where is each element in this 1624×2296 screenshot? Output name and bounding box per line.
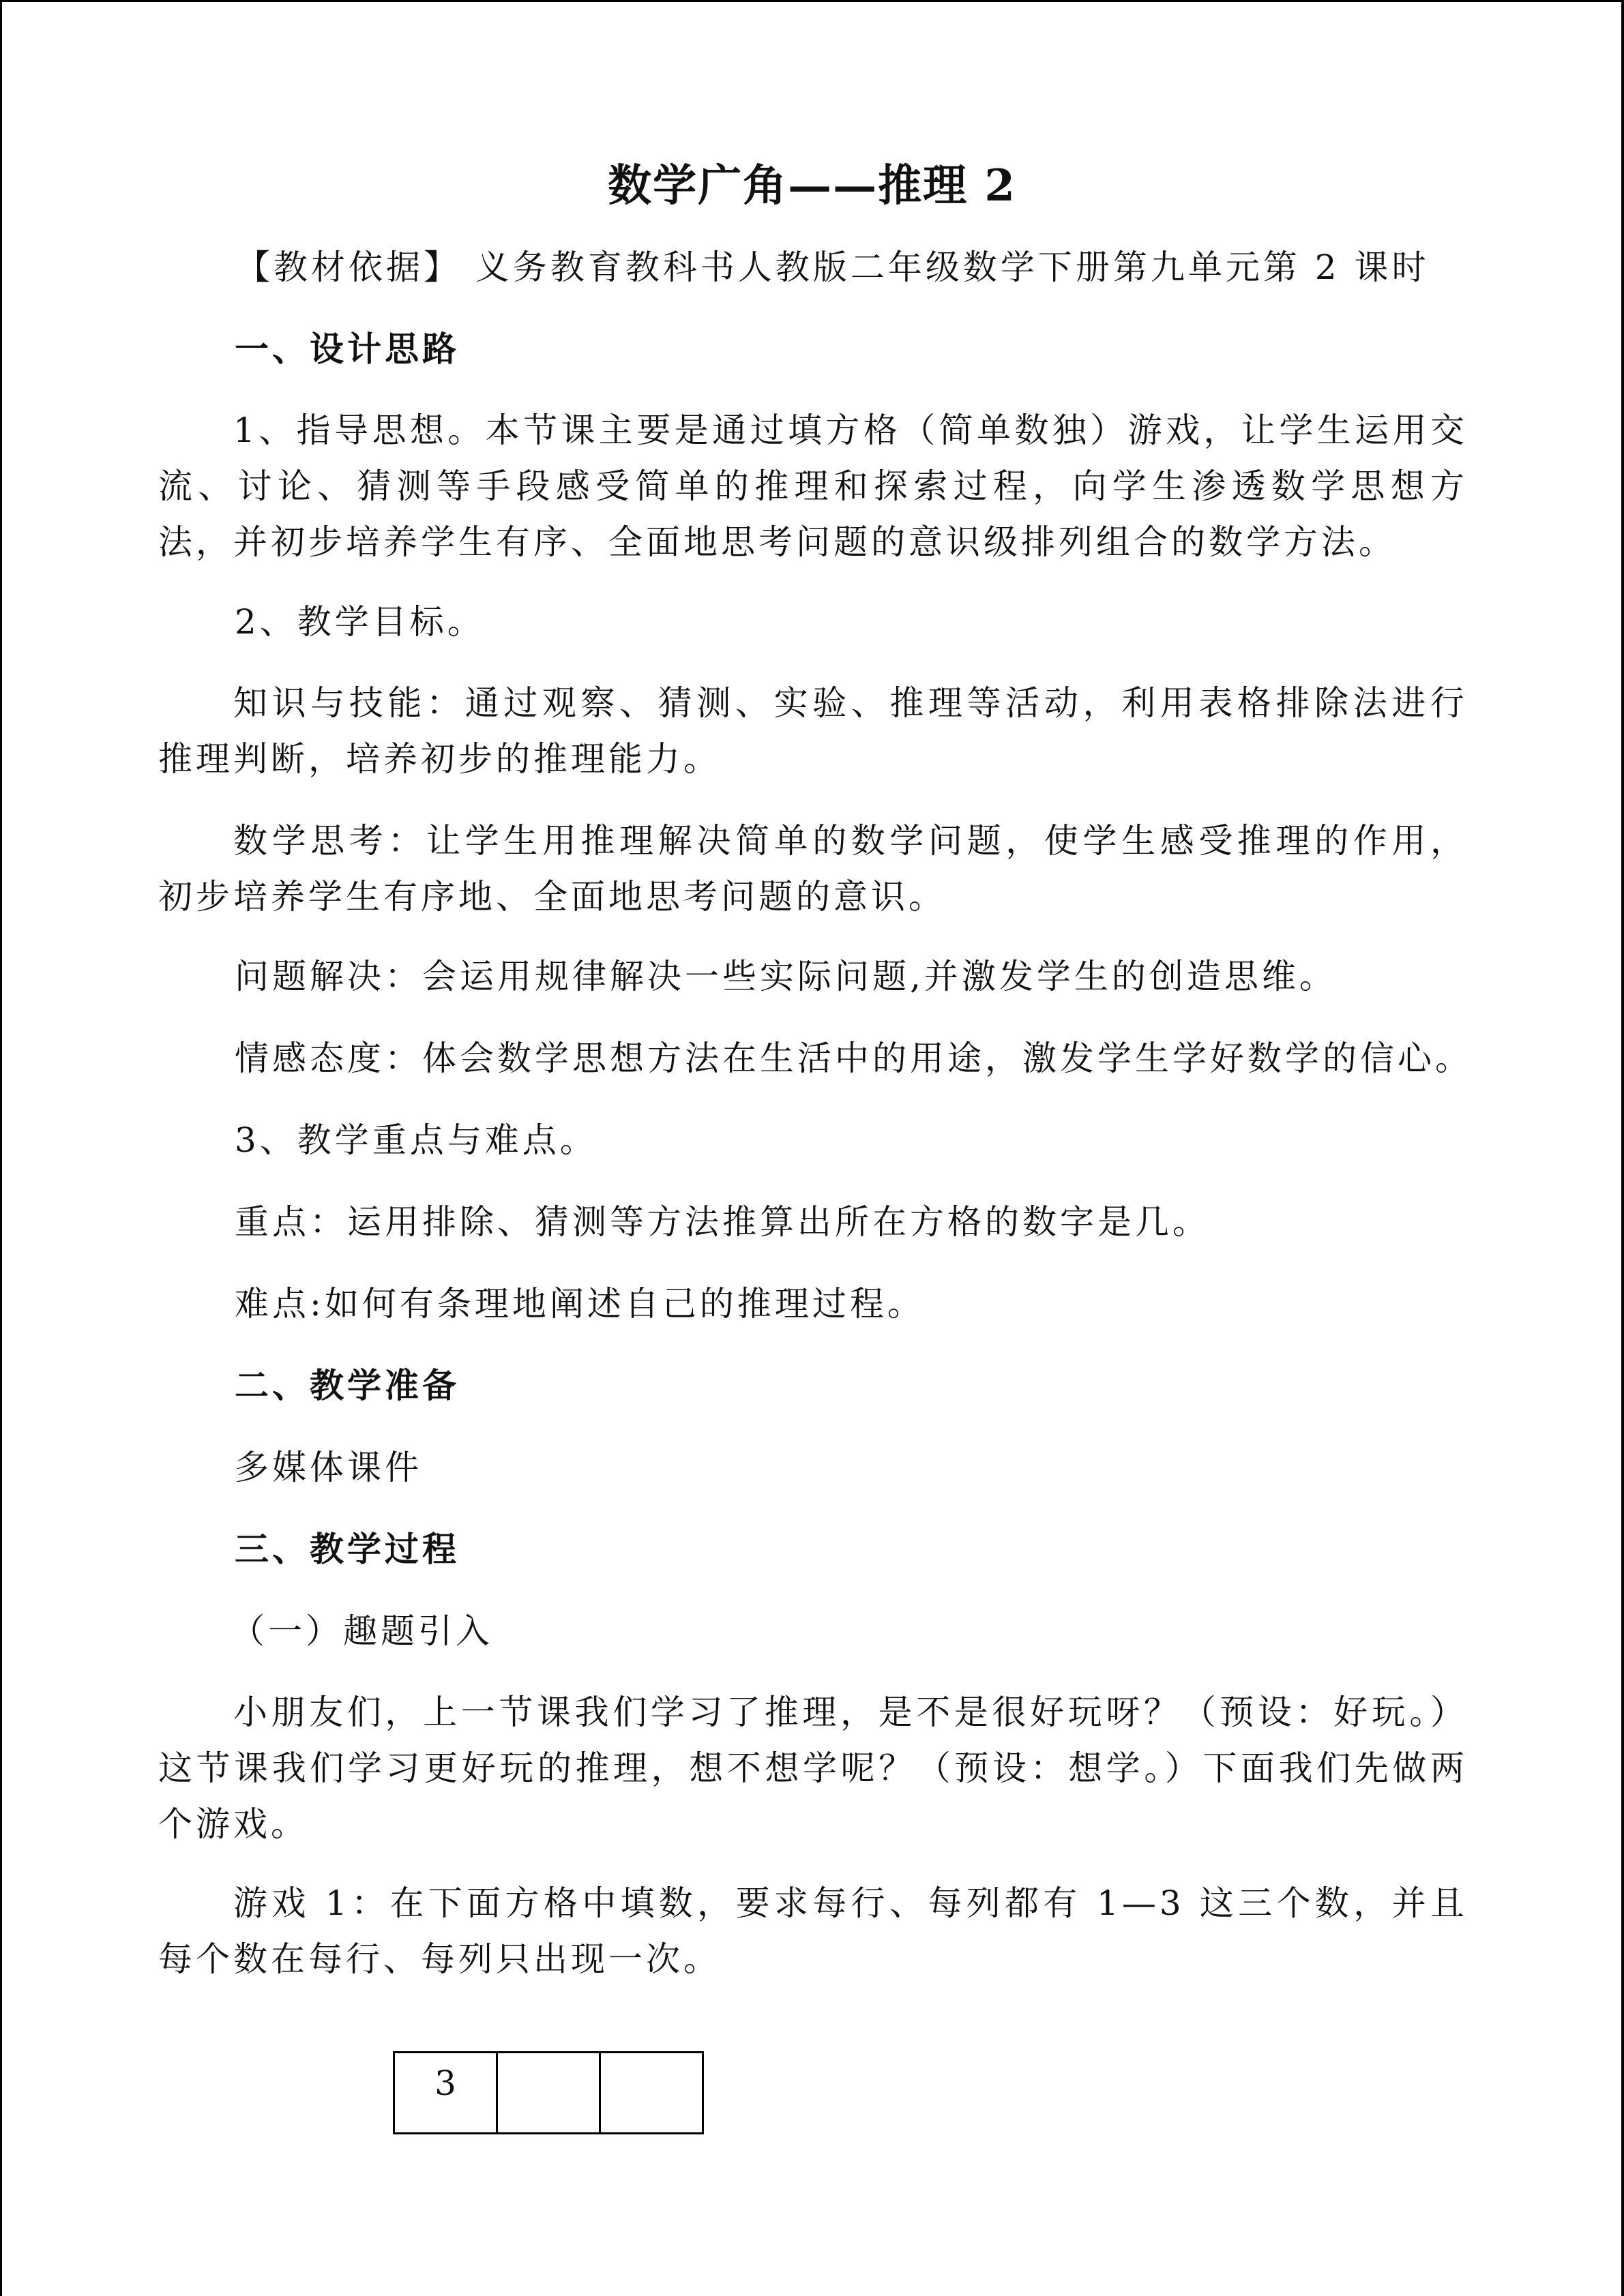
document-title: 数学广角——推理 2	[608, 160, 1016, 211]
grid-cell: 3	[394, 2053, 497, 2134]
page-border-top	[0, 0, 1624, 2]
preparation-text: 多媒体课件	[235, 1448, 422, 1487]
goal-problem-solving: 问题解决：会运用规律解决一些实际问题,并激发学生的创造思维。	[235, 957, 1337, 996]
page-border-left	[0, 0, 2, 2296]
goal-attitude: 情感态度：体会数学思想方法在生活中的用途，激发学生学好数学的信心。	[235, 1039, 1473, 1078]
teaching-goals-heading: 2、教学目标。	[235, 602, 485, 642]
basis-text: 义务教育教科书人教版二年级数学下册第九单元第 2 课时	[475, 248, 1430, 287]
page-border-right	[1621, 0, 1624, 2296]
key-point: 重点：运用排除、猜测等方法推算出所在方格的数字是几。	[235, 1202, 1210, 1242]
difficult-point: 难点:如何有条理地阐述自己的推理过程。	[235, 1284, 925, 1324]
section1-heading: 一、设计思路	[235, 329, 460, 369]
guiding-thought-paragraph: 1、指导思想。本节课主要是通过填方格（简单数独）游戏，让学生运用交流、讨论、猜测等手段感受简单的推理和探索过程，向学生渗透数学思想方法，并初步培养学生有序、全面地思考问题的意识级排列组合的数学方法。	[158, 411, 1468, 562]
number-grid	[393, 2051, 704, 2134]
game1-paragraph: 游戏 1：在下面方格中填数，要求每行、每列都有 1—3 这三个数，并且每个数在每行、每列只出现一次。	[158, 1883, 1468, 1979]
subsection-intro-heading: （一）趣题引入	[231, 1611, 493, 1651]
goal-knowledge-paragraph: 知识与技能：通过观察、猜测、实验、推理等活动，利用表格排除法进行推理判断，培养初步的推理能力。	[158, 683, 1468, 779]
textbook-basis	[236, 239, 1430, 296]
grid-cell	[497, 2053, 600, 2134]
basis-label: 【教材依据】	[236, 248, 461, 287]
intro-paragraph: 小朋友们，上一节课我们学习了推理，是不是很好玩呀？（预设：好玩。）这节课我们学习更好玩的推理，想不想学呢？（预设：想学。）下面我们先做两个游戏。	[158, 1693, 1468, 1844]
goal-thinking-paragraph: 数学思考：让学生用推理解决简单的数学问题，使学生感受推理的作用，初步培养学生有序地、全面地思考问题的意识。	[158, 821, 1468, 916]
section2-heading: 二、教学准备	[235, 1365, 460, 1405]
key-difficult-heading: 3、教学重点与难点。	[235, 1120, 597, 1160]
grid-row	[394, 2053, 703, 2134]
section3-heading: 三、教学过程	[235, 1529, 460, 1569]
grid-cell	[600, 2053, 703, 2134]
